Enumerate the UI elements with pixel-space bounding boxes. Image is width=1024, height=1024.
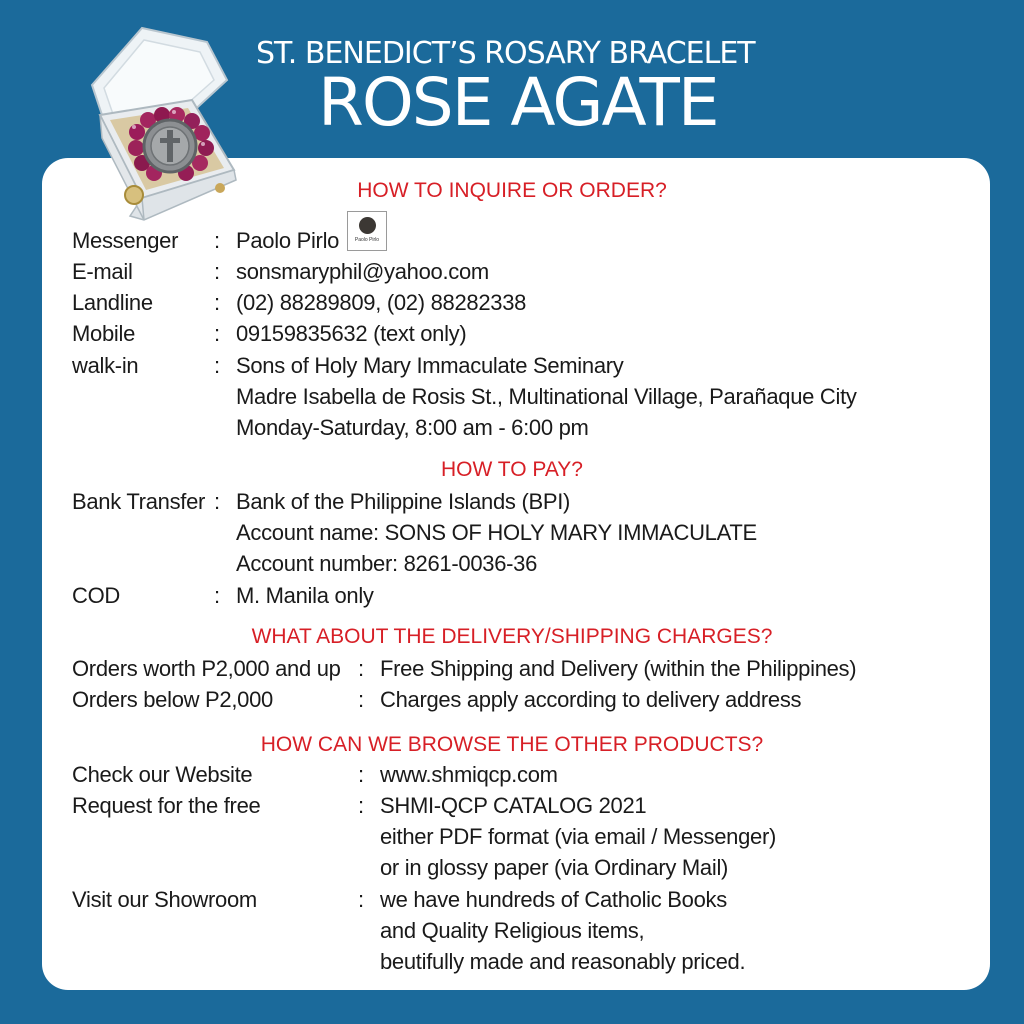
messenger-label: Messenger <box>72 228 179 253</box>
clasp <box>215 183 225 193</box>
showroom-line: and Quality Religious items, <box>380 918 645 943</box>
request-line: or in glossy paper (via Ordinary Mail) <box>380 855 729 880</box>
bank-line: Account name: SONS OF HOLY MARY IMMACULATE <box>236 520 757 545</box>
delivery-row-label: Orders below P2,000 <box>72 687 273 712</box>
website-label: Check our Website <box>72 762 253 787</box>
cod-label: COD <box>72 583 120 608</box>
walkin-line: Sons of Holy Mary Immaculate Seminary <box>236 353 624 378</box>
separator: : <box>358 887 364 912</box>
separator: : <box>214 259 220 284</box>
request-label: Request for the free <box>72 793 261 818</box>
delivery-row-value: Free Shipping and Delivery (within the Philippines) <box>380 656 857 681</box>
separator: : <box>358 762 364 787</box>
cod-value: M. Manila only <box>236 583 374 608</box>
pay-heading: HOW TO PAY? <box>441 458 583 481</box>
separator: : <box>358 687 364 712</box>
bank-transfer-label: Bank Transfer <box>72 489 206 514</box>
rosary-bracelet-image <box>82 20 252 230</box>
walkin-line: Madre Isabella de Rosis St., Multinational Village, Parañaque City <box>236 384 857 409</box>
separator: : <box>214 353 220 378</box>
landline-value: (02) 88289809, (02) 88282338 <box>236 290 527 315</box>
st-benedict-medal <box>144 120 196 172</box>
separator: : <box>214 228 220 253</box>
separator: : <box>214 321 220 346</box>
separator: : <box>214 583 220 608</box>
separator: : <box>358 656 364 681</box>
email-label: E-mail <box>72 259 133 284</box>
avatar-icon <box>359 217 376 234</box>
inquire-heading: HOW TO INQUIRE OR ORDER? <box>357 179 667 202</box>
walkin-label: walk-in <box>72 353 139 378</box>
separator: : <box>214 290 220 315</box>
product-title: ROSE AGATE <box>318 64 718 141</box>
delivery-heading: WHAT ABOUT THE DELIVERY/SHIPPING CHARGES? <box>251 625 773 648</box>
delivery-row-label: Orders worth P2,000 and up <box>72 656 341 681</box>
showroom-line: beutifully made and reasonably priced. <box>380 949 746 974</box>
landline-label: Landline <box>72 290 153 315</box>
separator: : <box>214 489 220 514</box>
messenger-profile-badge[interactable] <box>347 211 387 251</box>
product-subtitle: ST. BENEDICT’S ROSARY BRACELET <box>256 36 755 71</box>
mobile-label: Mobile <box>72 321 136 346</box>
browse-heading: HOW CAN WE BROWSE THE OTHER PRODUCTS? <box>260 733 764 756</box>
walkin-line: Monday-Saturday, 8:00 am - 6:00 pm <box>236 415 589 440</box>
delivery-row-value: Charges apply according to delivery address <box>380 687 802 712</box>
messenger-value[interactable]: Paolo Pirlo <box>236 228 340 253</box>
bank-line: Bank of the Philippine Islands (BPI) <box>236 489 571 514</box>
bank-line: Account number: 8261-0036-36 <box>236 551 538 576</box>
separator: : <box>358 793 364 818</box>
email-value[interactable]: sonsmaryphil@yahoo.com <box>236 259 489 284</box>
request-line: either PDF format (via email / Messenger) <box>380 824 777 849</box>
request-line: SHMI-QCP CATALOG 2021 <box>380 793 647 818</box>
charm <box>125 186 143 204</box>
showroom-line: we have hundreds of Catholic Books <box>380 887 727 912</box>
mobile-value: 09159835632 (text only) <box>236 321 467 346</box>
showroom-label: Visit our Showroom <box>72 887 257 912</box>
avatar-caption: Paolo Pirlo <box>354 237 380 243</box>
website-link[interactable]: www.shmiqcp.com <box>380 762 558 787</box>
